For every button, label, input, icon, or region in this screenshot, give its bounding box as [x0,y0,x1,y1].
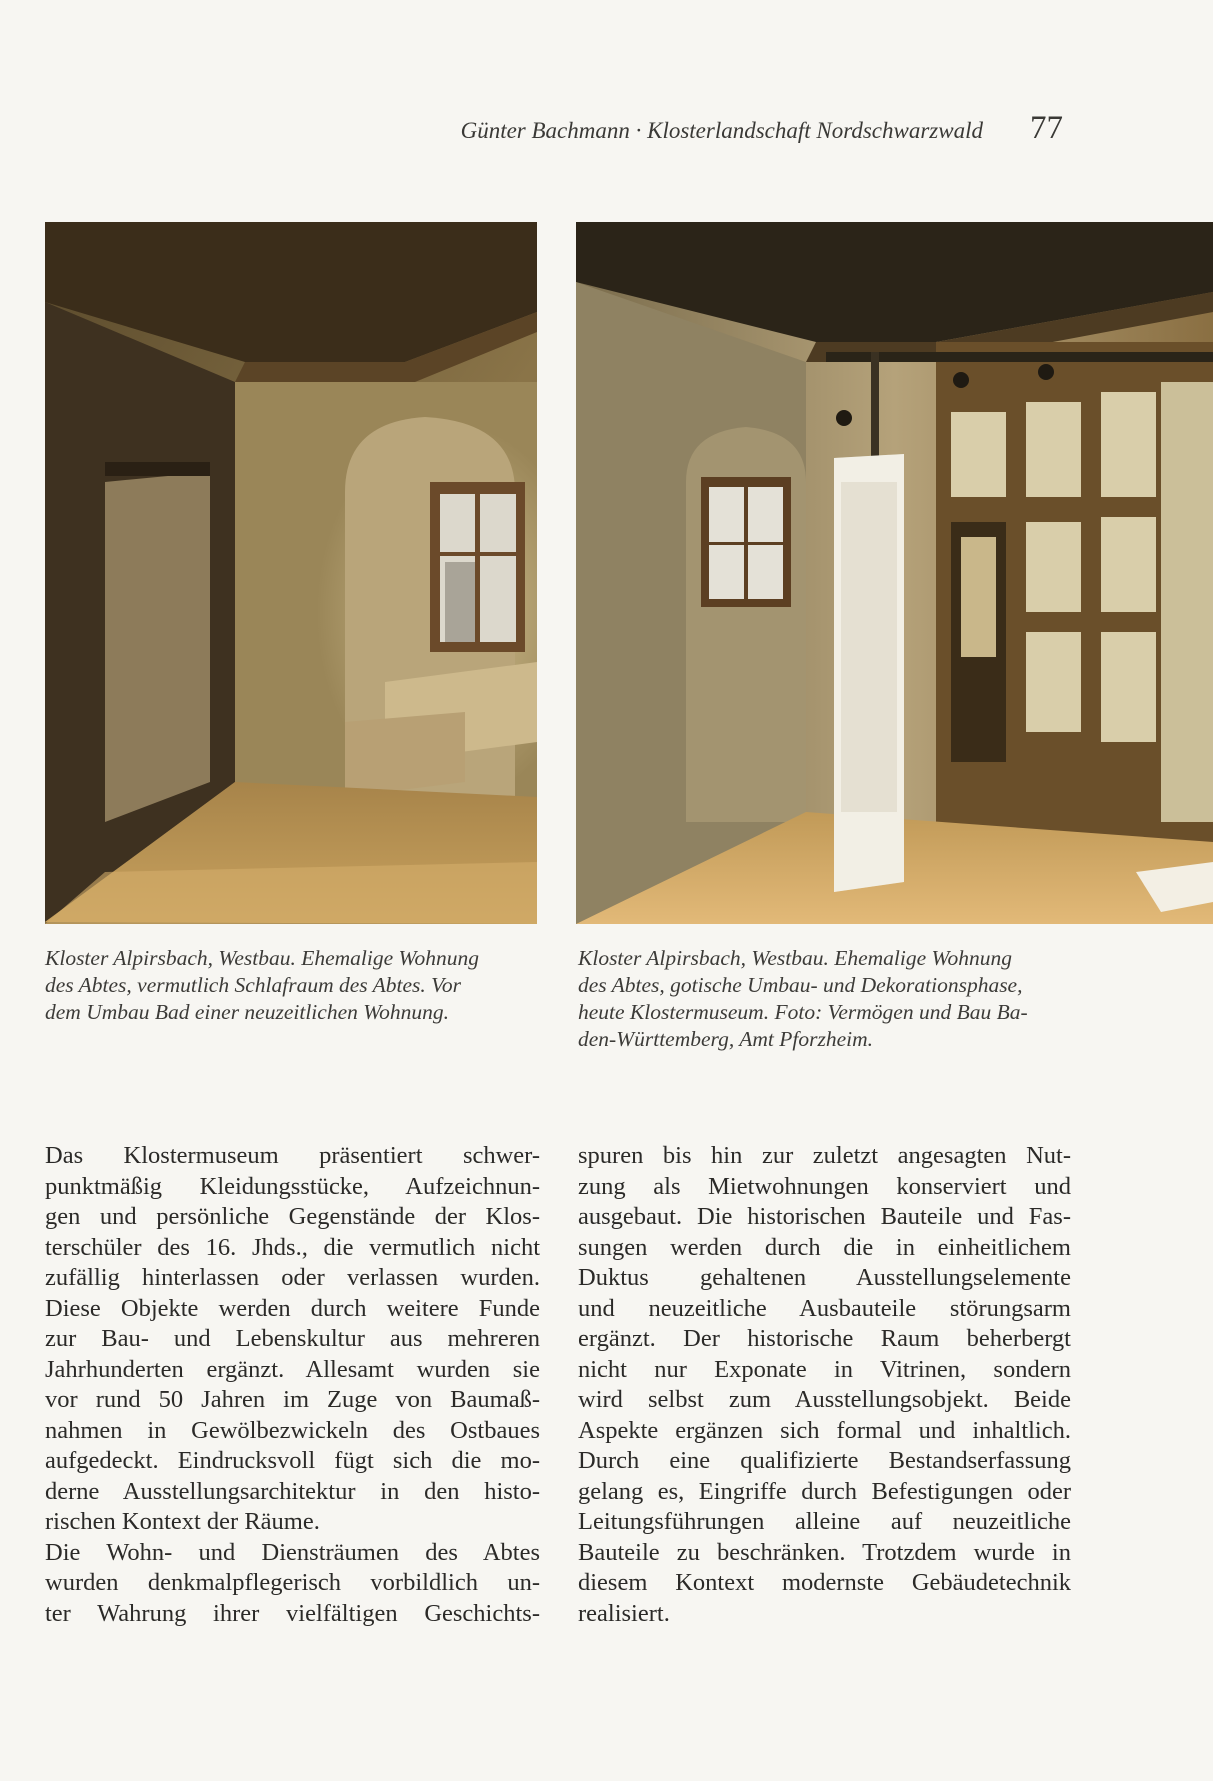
text-line: ausgebaut. Die historischen Bauteile und Fas- [578,1203,1071,1230]
caption-line: Kloster Alpirsbach, Westbau. Ehemalige Wohnung [578,946,1012,970]
text-line: Jahrhunderten ergänzt. Allesamt wurden sie [45,1355,540,1383]
caption-line: des Abtes, gotische Umbau- und Dekorationsphase, [578,973,1023,997]
text-line: nicht nur Exponate in Vitrinen, sondern [578,1355,1071,1383]
caption-line: Kloster Alpirsbach, Westbau. Ehemalige Wohnung [45,946,479,970]
text-line: terschüler des 16. Jhds., die vermutlich nicht [45,1233,540,1261]
text-line: Aspekte ergänzen sich formal und inhaltlich. [578,1416,1071,1444]
caption-line: dem Umbau Bad einer neuzeitlichen Wohnung. [45,1000,450,1024]
text-line: ter Wahrung ihrer vielfältigen Geschichts- [45,1599,540,1627]
text-line: Leitungsführungen alleine auf neuzeitliche [578,1508,1071,1535]
text-line: punktmäßig Kleidungsstücke, Aufzeichnun- [45,1172,540,1200]
figure-caption-left [45,945,537,1026]
text-line: zur Bau- und Lebenskultur aus mehreren [45,1325,540,1352]
photo-klostermuseum [576,222,1213,924]
text-line: Die Wohn- und Diensträumen des Abtes [45,1538,540,1566]
text-line: Duktus gehaltenen Ausstellungselemente [578,1264,1071,1291]
text-line: wird selbst zum Ausstellungsobjekt. Beide [578,1386,1071,1413]
caption-line: heute Klostermuseum. Foto: Vermögen und Bau Ba- [578,1000,1028,1024]
caption-line: des Abtes, vermutlich Schlafraum des Abtes. Vor [45,973,462,997]
text-line: Durch eine qualifizierte Bestandserfassung [578,1447,1071,1474]
page-number: 77 [1030,110,1063,146]
text-line: aufgedeckt. Eindrucksvoll fügt sich die mo- [45,1447,540,1474]
figure-caption-right [578,945,1078,1053]
text-line: gelang es, Eingriffe durch Befestigungen oder [578,1477,1071,1505]
text-line: ergänzt. Der historische Raum beherbergt [578,1325,1071,1352]
body-column-right [578,1141,1071,1629]
text-line: realisiert. [578,1599,670,1627]
text-line: und neuzeitliche Ausbauteile störungsarm [578,1294,1071,1322]
text-line: wurden denkmalpflegerisch vorbildlich un- [45,1569,540,1596]
text-line: derne Ausstellungsarchitektur in den histo- [45,1477,540,1505]
text-line: zung als Mietwohnungen konserviert und [578,1172,1071,1200]
text-line: zufällig hinterlassen oder verlassen wurden. [45,1264,540,1291]
text-line: sungen werden durch die in einheitlichem [578,1233,1071,1261]
text-line: gen und persönliche Gegenstände der Klos- [45,1203,540,1230]
page-header [0,112,1213,152]
photo-abbot-bedroom [45,222,537,924]
text-line: vor rund 50 Jahren im Zuge von Baumaß- [45,1386,540,1413]
text-line: Das Klostermuseum präsentiert schwer- [45,1142,540,1169]
body-column-left [45,1141,540,1629]
text-line: spuren bis hin zur zuletzt angesagten Nut- [578,1142,1071,1169]
text-line: rischen Kontext der Räume. [45,1508,320,1535]
text-line: nahmen in Gewölbezwickeln des Ostbaues [45,1416,540,1444]
text-line: Diese Objekte werden durch weitere Funde [45,1294,540,1322]
text-line: diesem Kontext modernste Gebäudetechnik [578,1569,1071,1596]
caption-line: den-Württemberg, Amt Pforzheim. [578,1027,873,1051]
text-line: Bauteile zu beschränken. Trotzdem wurde in [578,1538,1071,1566]
running-head: Günter Bachmann · Klosterlandschaft Nordschwarzwald [460,118,983,143]
